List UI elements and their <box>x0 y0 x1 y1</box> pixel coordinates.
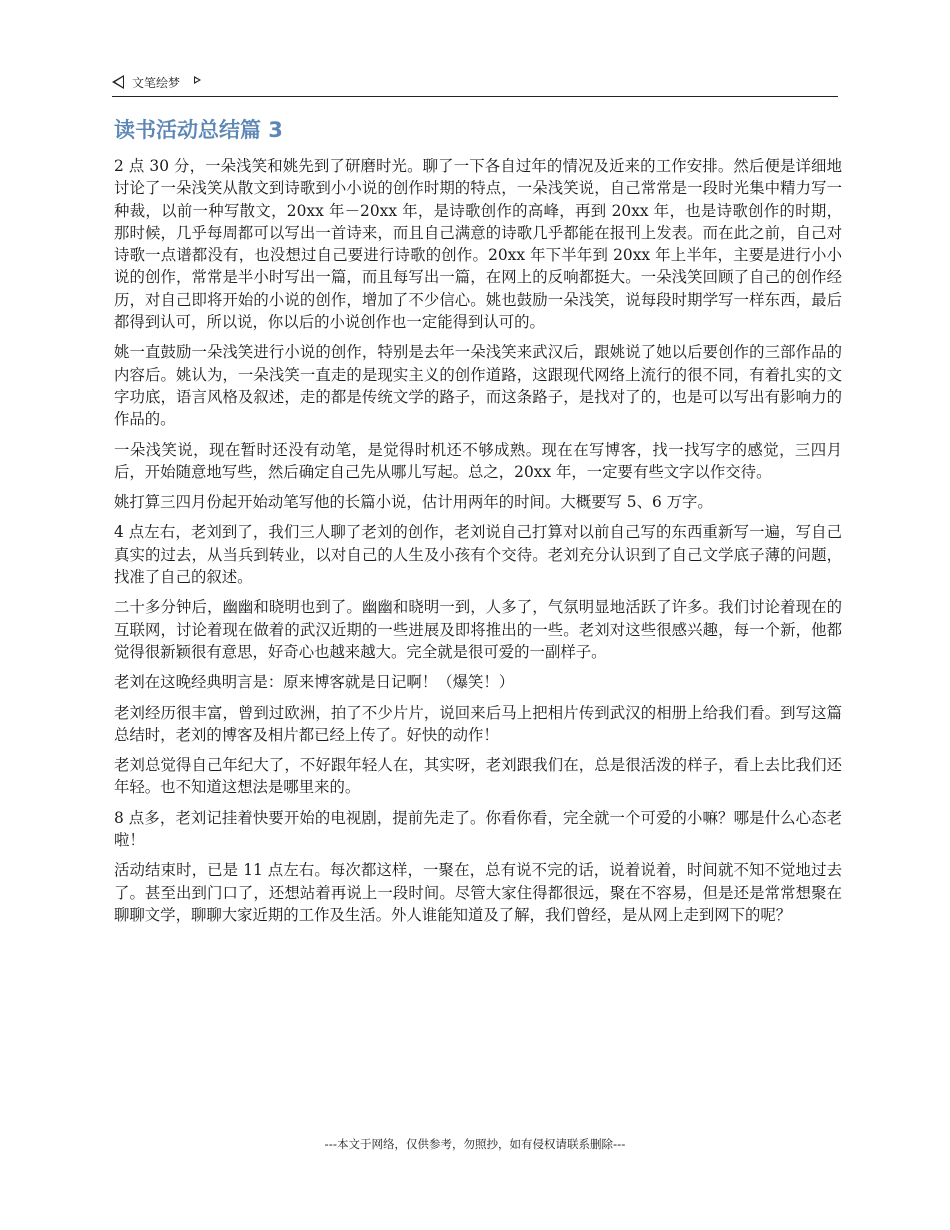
brand <box>112 72 201 92</box>
paragraph: 二十多分钟后，幽幽和晓明也到了。幽幽和晓明一到，人多了，气氛明显地活跃了许多。我们讨论着现在的互联网，讨论着现在做着的武汉近期的一些进展及即将推出的一些。老刘对这些很感兴趣，每一个新，他都觉得很新颖很有意思，好奇心也越来越大。完全就是很可爱的一副样子。 <box>114 598 842 661</box>
brand-name: 文笔绘梦 <box>132 75 181 90</box>
document-title: 读书活动总结篇 3 <box>114 118 283 142</box>
paragraph: 活动结束时，已是 11 点左右。每次都这样，一聚在，总有说不完的话，说着说着，时间就不知不觉地过去了。甚至出到门口了，还想站着再说上一段时间。尽管大家住得都很远，聚在不容易，但是还是常常想聚在聊聊文学，聊聊大家近期的工作及生活。外人谁能知道及了解，我们曾经，是从网上走到网下的呢？ <box>114 861 842 924</box>
paragraph: 8 点多，老刘记挂着快要开始的电视剧，提前先走了。你看你看，完全就一个可爱的小嘛？哪是什么心态老啦！ <box>114 808 842 850</box>
paragraph: 老刘在这晚经典明言是：原来博客就是日记啊！（爆笑！） <box>114 673 515 692</box>
document-body <box>114 155 842 934</box>
paragraph: 姚打算三四月份起开始动笔写他的长篇小说，估计用两年的时间。大概要写 5、6 万字。 <box>114 493 713 512</box>
paragraph: 老刘经历很丰富，曾到过欧洲，拍了不少片片，说回来后马上把相片传到武汉的相册上给我们看。到写这篇总结时，老刘的博客及相片都已经上传了。好快的动作！ <box>114 703 842 744</box>
paragraph: 4 点左右，老刘到了，我们三人聊了老刘的创作，老刘说自己打算对以前自己写的东西重新写一遍，写自己真实的过去，从当兵到转业，以对自己的人生及小孩有个交待。老刘充分认识到了自己文学底子薄的问题，找准了自己的叙述。 <box>114 523 842 587</box>
paragraph: 老刘总觉得自己年纪大了，不好跟年轻人在，其实呀，老刘跟我们在，总是很活泼的样子，看上去比我们还年轻。也不知道这想法是哪里来的。 <box>114 756 842 797</box>
triangle-right-icon <box>194 76 201 84</box>
triangle-left-icon <box>112 75 124 89</box>
paragraph: 姚一直鼓励一朵浅笑进行小说的创作，特别是去年一朵浅笑来武汉后，跟姚说了她以后要创作的三部作品的内容后。姚认为，一朵浅笑一直走的是现实主义的创作道路，这跟现代网络上流行的很不同，有着扎实的文字功底，语言风格及叙述，走的都是传统文学的路子，而这条路子，是找对了的，也是可以写出有影响力的作品的。 <box>114 343 842 429</box>
page-header <box>112 72 838 97</box>
paragraph: 一朵浅笑说，现在暂时还没有动笔，是觉得时机还不够成熟。现在在写博客，找一找写字的感觉，三四月后，开始随意地写些，然后确定自己先从哪儿写起。总之，20xx 年，一定要有些文字以作交待。 <box>114 440 842 481</box>
paragraph: 2 点 30 分，一朵浅笑和姚先到了研磨时光。聊了一下各自过年的情况及近来的工作安排。然后便是详细地讨论了一朵浅笑从散文到诗歌到小小说的创作时期的特点，一朵浅笑说，自己常常是一段时光集中精力写一种裁，以前一种写散文，20xx 年－20xx 年，是诗歌创作的高峰，再到 20xx 年，也是诗歌创作的时期，那时候，几乎每周都可以写出一首诗来，而且自己满意的诗歌几乎都能在报刊上发表。而在此之前，自己对诗歌一点谱都没有，也没想过自己要进行诗歌的创作。20xx 年下半年到 20xx 年上半年，主要是进行小小说的创作，常常是半小时写出一篇，而且每写出一篇，在网上的反响都挺大。一朵浅笑回顾了自己的创作经历，对自己即将开始的小说的创作，增加了不少信心。姚也鼓励一朵浅笑，说每段时期学写一样东西，最后都得到认可，所以说，你以后的小说创作也一定能得到认可的。 <box>114 157 842 332</box>
page-footer-disclaimer: ---本文于网络，仅供参考，勿照抄，如有侵权请联系删除--- <box>324 1137 626 1151</box>
